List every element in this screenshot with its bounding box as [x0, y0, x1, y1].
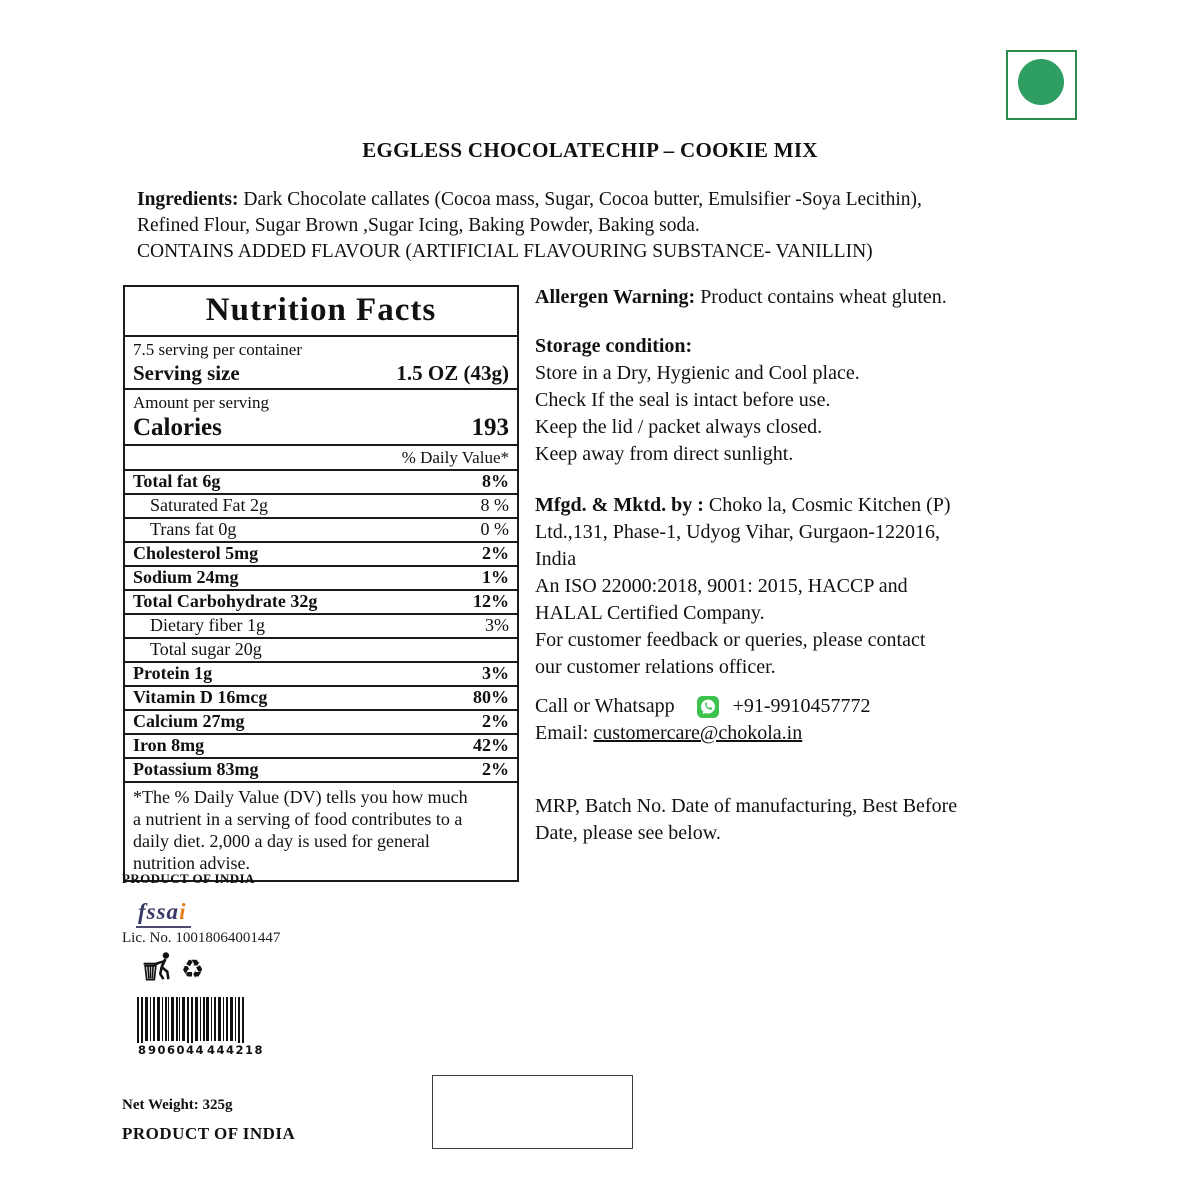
nutrition-facts-panel	[123, 285, 519, 882]
serving-size-label: Serving size	[133, 361, 240, 385]
nutrient-row: Total Carbohydrate 32g 12%	[125, 591, 517, 615]
ingredients-block	[137, 187, 1057, 265]
nutrient-row: Vitamin D 16mcg 80%	[125, 687, 517, 711]
whatsapp-icon	[697, 696, 719, 718]
batch-info-box	[432, 1075, 633, 1149]
disposal-icons	[142, 951, 204, 985]
nutrient-row: Sodium 24mg 1%	[125, 567, 517, 591]
ingredients-line: Refined Flour, Sugar Brown ,Sugar Icing, Baking Powder, Baking soda.	[137, 215, 700, 236]
info-column	[535, 284, 1047, 847]
call-label: Call or Whatsapp	[535, 695, 675, 717]
barcode-digits: 8 906044 444218	[138, 1043, 265, 1057]
mrp-note: MRP, Batch No. Date of manufacturing, Best Before Date, please see below.	[535, 795, 958, 844]
tidyman-icon	[142, 951, 176, 985]
storage-heading: Storage condition:	[535, 335, 693, 357]
veg-dot-icon	[1018, 59, 1064, 105]
contact-email-line: Email: customercare@chokola.in	[535, 722, 803, 744]
daily-value-footnote: *The % Daily Value (DV) tells you how much a nutrient in a serving of food contributes to a daily diet. 2,000 a day is used for general nutrition advise.	[133, 787, 468, 873]
nutrient-row: Calcium 27mg 2%	[125, 711, 517, 735]
serving-size-value: 1.5 OZ (43g)	[396, 361, 509, 385]
allergen-label: Allergen Warning:	[535, 286, 696, 308]
phone-number: +91-9910457772	[732, 695, 871, 717]
product-of-india-small: PRODUCT OF INDIA	[122, 871, 255, 886]
servings-per-container: 7.5 serving per container	[133, 340, 302, 359]
ingredients-text: Dark Chocolate callates (Cocoa mass, Sugar, Cocoa butter, Emulsifier -Soya Lecithin),	[238, 189, 922, 210]
mfg-label: Mfgd. & Mktd. by :	[535, 494, 704, 516]
nutrient-row: Dietary fiber 1g 3%	[125, 615, 517, 639]
manufacturer-info: Mfgd. & Mktd. by : Choko la, Cosmic Kitchen (P) Ltd.,131, Phase-1, Udyog Vihar, Gurgaon-122016, India An ISO 22000:2018, 9001: 2015, HACCP and HALAL Certified Company. For customer feedback or queries, please contact our customer relations officer.	[535, 494, 951, 678]
nutrient-row: Cholesterol 5mg 2%	[125, 543, 517, 567]
ingredients-line	[137, 187, 1057, 213]
nutrient-row: Iron 8mg 42%	[125, 735, 517, 759]
nutrient-row: Total fat 6g 8%	[125, 471, 517, 495]
email-link[interactable]: customercare@chokola.in	[593, 722, 803, 744]
fssai-logo: fssai	[136, 899, 191, 928]
veg-mark	[1006, 50, 1077, 120]
daily-value-header: % Daily Value*	[125, 446, 517, 471]
contains-flavour-line: CONTAINS ADDED FLAVOUR (ARTIFICIAL FLAVOURING SUBSTANCE- VANILLIN)	[137, 241, 873, 262]
fssai-license-number: Lic. No. 10018064001447	[122, 930, 281, 946]
contact-phone-line	[535, 693, 1047, 720]
serving-info-cell	[125, 337, 517, 390]
nutrient-row: Saturated Fat 2g 8 %	[125, 495, 517, 519]
allergen-warning: Allergen Warning: Product contains wheat gluten.	[535, 286, 947, 308]
product-of-india-large: PRODUCT OF INDIA	[122, 1124, 296, 1143]
nutrient-row: Total sugar 20g	[125, 639, 517, 663]
amount-per-serving: Amount per serving	[133, 393, 269, 412]
net-weight: Net Weight: 325g	[122, 1097, 233, 1113]
nutrient-row: Protein 1g 3%	[125, 663, 517, 687]
ingredients-label: Ingredients:	[137, 189, 239, 210]
calories-cell	[125, 390, 517, 446]
product-title: EGGLESS CHOCOLATECHIP – COOKIE MIX	[362, 138, 818, 162]
nutrient-row: Trans fat 0g 0 %	[125, 519, 517, 543]
calories-label: Calories	[133, 414, 222, 441]
recycle-icon: ♻	[181, 955, 205, 985]
nutrient-row: Potassium 83mg 2%	[125, 759, 517, 783]
nutrition-facts-title: Nutrition Facts	[125, 287, 517, 337]
calories-value: 193	[471, 414, 509, 441]
barcode	[137, 997, 265, 1057]
storage-conditions: Storage condition: Store in a Dry, Hygienic and Cool place. Check If the seal is intact before use. Keep the lid / packet always closed. Keep away from direct sunlight.	[535, 333, 1047, 468]
